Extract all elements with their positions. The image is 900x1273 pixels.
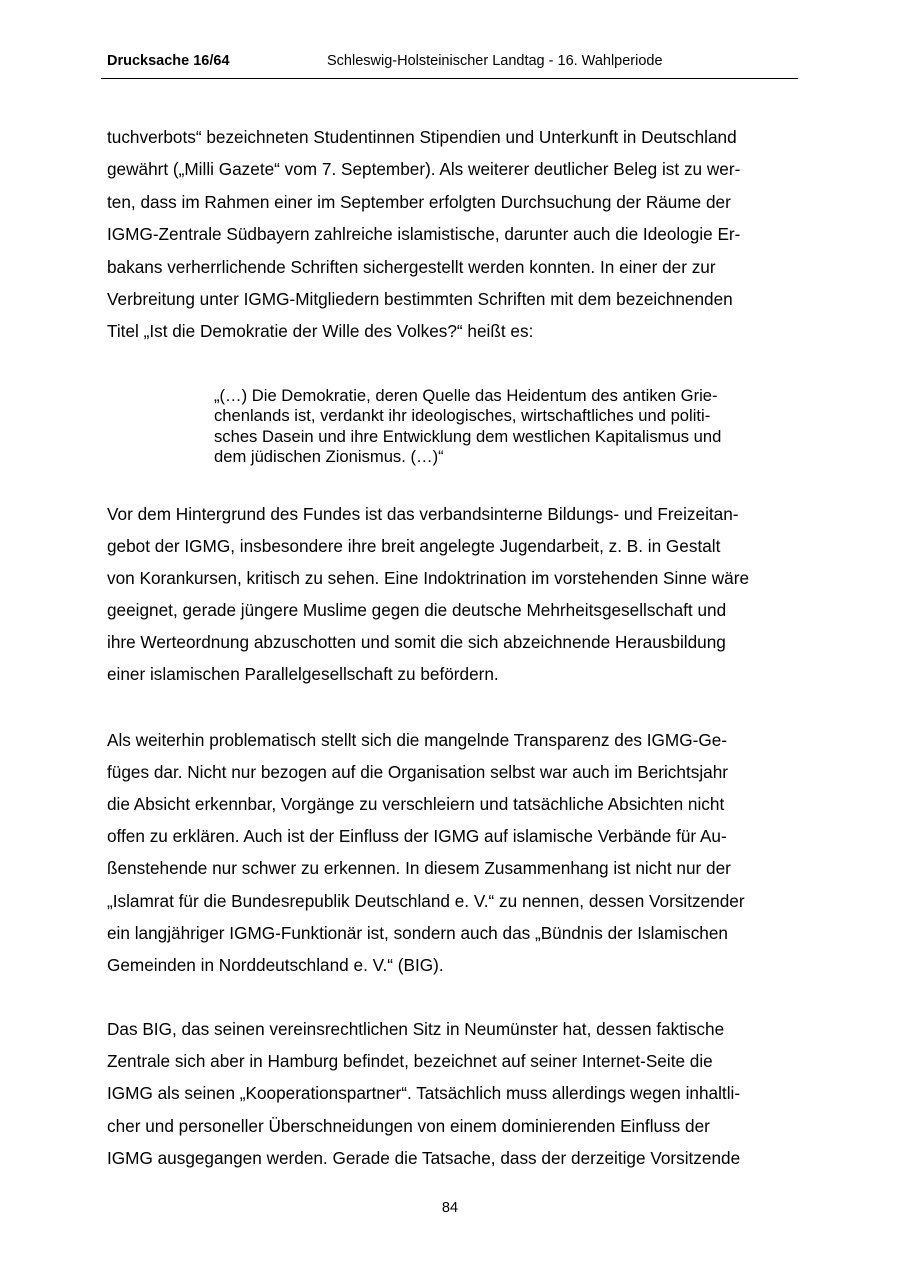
text-line: ihre Werteordnung abzuschotten und somit die sich abzeichnende Herausbildung	[107, 632, 726, 652]
quote-line: dem jüdischen Zionismus. (…)“	[214, 447, 444, 466]
text-line: die Absicht erkennbar, Vorgänge zu verschleiern und tatsächliche Absichten nicht	[107, 794, 725, 814]
text-line: von Korankursen, kritisch zu sehen. Eine Indoktrination im vorstehenden Sinne wäre	[107, 568, 750, 588]
quote-line: sches Dasein und ihre Entwicklung dem westlichen Kapitalismus und	[214, 427, 722, 446]
text-line: ein langjähriger IGMG-Funktionär ist, sondern auch das „Bündnis der Islamischen	[107, 923, 728, 943]
quote-line: „(…) Die Demokratie, deren Quelle das Heidentum des antiken Grie-	[214, 386, 718, 405]
text-line: Das BIG, das seinen vereinsrechtlichen Sitz in Neumünster hat, dessen faktische	[107, 1019, 725, 1039]
text-line: einer islamischen Parallelgesellschaft zu befördern.	[107, 664, 499, 684]
text-line: geeignet, gerade jüngere Muslime gegen die deutsche Mehrheitsgesellschaft und	[107, 600, 727, 620]
text-line: tuchverbots“ bezeichneten Studentinnen Stipendien und Unterkunft in Deutschland	[107, 127, 737, 147]
quote-line: chenlands ist, verdankt ihr ideologisches, wirtschaftliches und politi-	[214, 406, 711, 425]
parliament-title: Schleswig-Holsteinischer Landtag - 16. Wahlperiode	[327, 53, 663, 69]
text-line: füges dar. Nicht nur bezogen auf die Organisation selbst war auch im Berichtsjahr	[107, 762, 728, 782]
text-line: Vor dem Hintergrund des Fundes ist das verbandsinterne Bildungs- und Freizeitan-	[107, 504, 739, 524]
page-header	[101, 52, 798, 79]
text-line: IGMG als seinen „Kooperationspartner“. Tatsächlich muss allerdings wegen inhaltli-	[107, 1083, 741, 1103]
text-line: IGMG ausgegangen werden. Gerade die Tatsache, dass der derzeitige Vorsitzende	[107, 1148, 741, 1168]
text-line: „Islamrat für die Bundesrepublik Deutschland e. V.“ zu nennen, dessen Vorsitzender	[107, 891, 745, 911]
document-number: Drucksache 16/64	[107, 53, 230, 69]
text-line: ten, dass im Rahmen einer im September erfolgten Durchsuchung der Räume der	[107, 192, 731, 212]
text-line: ßenstehende nur schwer zu erkennen. In diesem Zusammenhang ist nicht nur der	[107, 858, 731, 878]
text-line: Gemeinden in Norddeutschland e. V.“ (BIG).	[107, 955, 444, 975]
text-line: gewährt („Milli Gazete“ vom 7. September). Als weiterer deutlicher Beleg ist zu wer-	[107, 159, 741, 179]
text-line: IGMG-Zentrale Südbayern zahlreiche islamistische, darunter auch die Ideologie Er-	[107, 224, 741, 244]
text-line: offen zu erklären. Auch ist der Einfluss der IGMG auf islamische Verbände für Au-	[107, 826, 727, 846]
text-line: Verbreitung unter IGMG-Mitgliedern bestimmten Schriften mit dem bezeichnenden	[107, 289, 733, 309]
text-line: Titel „Ist die Demokratie der Wille des Volkes?“ heißt es:	[107, 321, 534, 341]
text-line: bakans verherrlichende Schriften sichergestellt werden konnten. In einer der zur	[107, 257, 716, 277]
text-line: Als weiterhin problematisch stellt sich die mangelnde Transparenz des IGMG-Ge-	[107, 730, 727, 750]
text-line: gebot der IGMG, insbesondere ihre breit angelegte Jugendarbeit, z. B. in Gestalt	[107, 536, 721, 556]
text-line: cher und personeller Überschneidungen von einem dominierenden Einfluss der	[107, 1116, 710, 1136]
page-number: 84	[441, 1200, 459, 1216]
text-line: Zentrale sich aber in Hamburg befindet, bezeichnet auf seiner Internet-Seite die	[107, 1051, 713, 1071]
